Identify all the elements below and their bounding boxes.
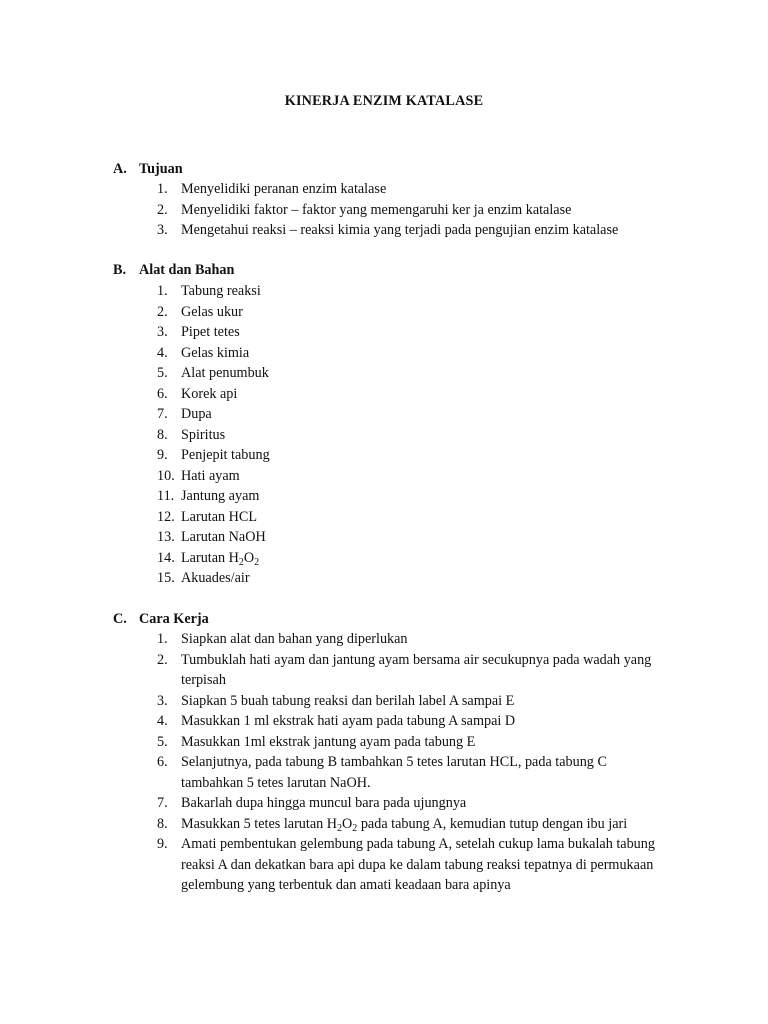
item-text: Amati pembentukan gelembung pada tabung A, setelah cukup lama bukalah tabung reaksi A dan dekatkan bara api dupa ke dalam tabung reaksi tepatnya di permukaan gelembung yang terbentuk dan amati keadaan bara apinya: [181, 836, 655, 893]
item-number: 3.: [157, 324, 168, 340]
item-number: 8.: [157, 815, 168, 832]
item-text: Gelas kimia: [181, 344, 250, 361]
list-item: [0, 752, 768, 793]
item-number: 9.: [157, 447, 168, 463]
item-text: Larutan NaOH: [181, 529, 266, 545]
item-number: 7.: [157, 795, 168, 811]
item-text: [181, 548, 671, 569]
item-number: 6.: [157, 754, 168, 770]
item-text: Hati ayam: [181, 467, 240, 484]
list-item: [0, 548, 768, 569]
item-number: 14.: [157, 549, 175, 566]
item-text: Larutan HCL: [181, 508, 258, 525]
item-text: Penjepit tabung: [181, 447, 270, 463]
section-title: Alat dan Bahan: [139, 262, 235, 278]
document-title: KINERJA ENZIM KATALASE: [284, 93, 484, 109]
item-number: 13.: [157, 529, 175, 545]
section-heading-cara-kerja: [113, 611, 209, 628]
item-number: 10.: [157, 467, 175, 484]
list-item: [0, 814, 768, 835]
list-item: [0, 322, 768, 343]
subscript: 2: [254, 556, 260, 568]
list-item: [0, 834, 768, 896]
item-number: 5.: [157, 365, 168, 381]
list-item: [0, 732, 768, 753]
list-item: [0, 200, 768, 221]
section-letter: A.: [113, 161, 127, 177]
item-number: 3.: [157, 692, 168, 709]
item-text: Selanjutnya, pada tabung B tambahkan 5 tetes larutan HCL, pada tabung C tambahkan 5 tetes larutan NaOH.: [181, 754, 607, 791]
item-text: Menyelidiki faktor – faktor yang memengaruhi ker ja enzim katalase: [181, 201, 572, 218]
item-number: 11.: [157, 488, 175, 504]
item-text: Korek api: [181, 385, 238, 402]
item-number: 4.: [157, 344, 168, 361]
item-number: 12.: [157, 508, 175, 525]
subscript: 2: [238, 556, 244, 568]
item-number: 3.: [157, 222, 168, 238]
item-text: Siapkan 5 buah tabung reaksi dan berilah label A sampai E: [181, 692, 515, 709]
cara-kerja-list: [0, 629, 768, 896]
item-text: Tabung reaksi: [181, 283, 261, 299]
list-item: [0, 466, 768, 487]
item-text: Dupa: [181, 406, 212, 422]
item-number: 6.: [157, 385, 168, 402]
item-text: Menyelidiki peranan enzim katalase: [181, 181, 387, 197]
item-number: 7.: [157, 406, 168, 422]
list-item: [0, 629, 768, 650]
item-text: Siapkan alat dan bahan yang diperlukan: [181, 631, 408, 647]
formula-element: O: [243, 549, 255, 566]
subscript: 2: [337, 822, 343, 834]
item-text: Masukkan 1ml ekstrak jantung ayam pada tabung E: [181, 733, 476, 750]
section-title: Cara Kerja: [139, 611, 209, 627]
item-text: Pipet tetes: [181, 324, 240, 340]
list-item: [0, 281, 768, 302]
list-item: [0, 384, 768, 405]
item-text: Gelas ukur: [181, 303, 243, 320]
alat-bahan-list: [0, 281, 768, 589]
item-number: 2.: [157, 201, 168, 218]
list-item: [0, 302, 768, 323]
item-text: Spiritus: [181, 426, 226, 443]
item-number: 2.: [157, 651, 168, 668]
item-text: Mengetahui reaksi – reaksi kimia yang terjadi pada pengujian enzim katalase: [181, 222, 619, 238]
list-item: [0, 527, 768, 548]
item-number: 5.: [157, 733, 168, 750]
item-number: 15.: [157, 570, 175, 586]
list-item: [0, 793, 768, 814]
section-letter: B.: [113, 262, 127, 278]
formula-prefix: Masukkan 5 tetes larutan H: [181, 815, 338, 832]
list-item: [0, 425, 768, 446]
item-text: [181, 814, 671, 835]
list-item: [0, 507, 768, 528]
list-item: [0, 445, 768, 466]
formula-suffix: pada tabung A, kemudian tutup dengan ibu jari: [357, 815, 628, 832]
subscript: 2: [352, 822, 358, 834]
section-heading-tujuan: [113, 161, 183, 178]
list-item: [0, 650, 768, 691]
item-number: 9.: [157, 836, 168, 852]
tujuan-list: [0, 179, 768, 241]
item-number: 1.: [157, 631, 168, 647]
formula-prefix: Larutan H: [181, 549, 239, 566]
list-item: [0, 404, 768, 425]
item-number: 2.: [157, 303, 168, 320]
section-letter: C.: [113, 611, 127, 627]
item-text: Tumbuklah hati ayam dan jantung ayam bersama air secukupnya pada wadah yang terpisah: [181, 651, 652, 688]
list-item: [0, 220, 768, 241]
item-text: Alat penumbuk: [181, 365, 269, 381]
formula-element: O: [342, 815, 353, 832]
list-item: [0, 179, 768, 200]
list-item: [0, 363, 768, 384]
list-item: [0, 568, 768, 589]
item-number: 8.: [157, 426, 168, 443]
list-item: [0, 343, 768, 364]
item-text: Akuades/air: [181, 570, 250, 586]
item-number: 1.: [157, 283, 168, 299]
section-title: Tujuan: [139, 161, 183, 177]
section-heading-alat-dan-bahan: [113, 262, 234, 279]
list-item: [0, 691, 768, 712]
item-text: Bakarlah dupa hingga muncul bara pada ujungnya: [181, 795, 467, 811]
item-number: 1.: [157, 181, 168, 197]
list-item: [0, 711, 768, 732]
item-text: Jantung ayam: [181, 488, 260, 504]
item-text: Masukkan 1 ml ekstrak hati ayam pada tabung A sampai D: [181, 713, 516, 729]
item-number: 4.: [157, 713, 168, 729]
list-item: [0, 486, 768, 507]
